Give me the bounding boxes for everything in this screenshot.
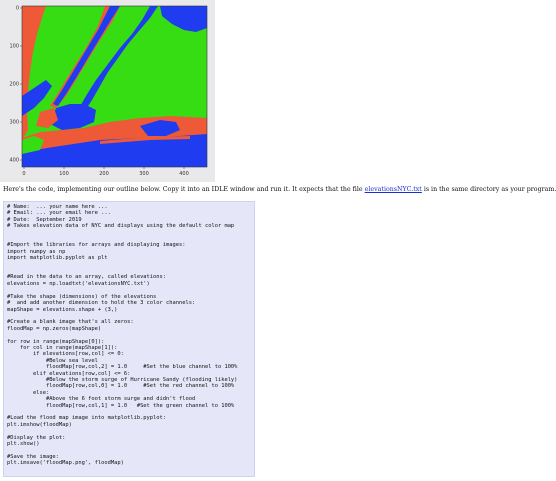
code-line: # Date: September 2019	[7, 216, 82, 223]
y-tick-label: 100	[9, 43, 19, 50]
x-tick-label: 400	[179, 171, 189, 177]
x-axis-ticks	[22, 167, 188, 177]
code-line: plt.imsave('floodMap.png', floodMap)	[7, 460, 124, 467]
code-line: # Takes elevation data of NYC and displays using the default color map	[7, 223, 235, 230]
code-line: #Load the flood map image into matplotlib.pyplot:	[7, 415, 167, 422]
y-axis-ticks	[9, 6, 22, 164]
code-line: floodMap = np.zeros(mapShape)	[7, 325, 102, 332]
flood-map-figure	[0, 0, 215, 182]
x-tick-label: 100	[59, 171, 69, 177]
code-line: floodMap[row,col,0] = 1.0 #Set the red channel to 100%	[7, 383, 235, 390]
code-line: #Import the libraries for arrays and displaying images:	[7, 242, 186, 249]
code-line: #Below the storm surge of Hurricane Sandy (flooding likely)	[7, 376, 238, 383]
code-line: elevations = np.loadtxt('elevationsNYC.txt')	[7, 280, 150, 287]
x-tick-label: 300	[139, 171, 149, 177]
code-line: # Email: ... your email here ...	[7, 210, 111, 217]
code-line: mapShape = elevations.shape + (3,)	[7, 306, 118, 313]
x-tick-label: 0	[22, 171, 26, 177]
code-line: #Take the shape (dimensions) of the elevations	[7, 293, 157, 300]
code-line: plt.show()	[7, 441, 40, 448]
instructions-text	[3, 186, 556, 194]
x-tick-label: 200	[99, 171, 109, 177]
code-line: else:	[7, 389, 50, 396]
code-line: floodMap[row,col,2] = 1.0 #Set the blue channel to 100%	[7, 364, 238, 371]
code-line: plt.imshow(floodMap)	[7, 421, 72, 428]
code-line: #Display the plot:	[7, 434, 66, 441]
code-line: import numpy as np	[7, 248, 66, 255]
code-line: #Save the image:	[7, 453, 59, 460]
code-line: import matplotlib.pyplot as plt	[7, 255, 108, 262]
caption-after: is in the same directory as your program.	[421, 186, 556, 193]
code-line: # Name: ... your name here ...	[7, 204, 108, 210]
y-tick-label: 300	[9, 119, 19, 126]
python-code	[4, 202, 254, 469]
code-line: # and add another dimension to hold the 3 color channels:	[7, 300, 196, 307]
y-tick-label: 200	[9, 81, 19, 88]
y-tick-label: 0	[15, 5, 19, 12]
code-line: #Read in the data to an array, called elevations:	[7, 274, 167, 281]
code-line: floodMap[row,col,1] = 1.0 #Set the green channel to 100%	[7, 402, 235, 409]
caption-before: Here's the code, implementing our outline below. Copy it into an IDLE window and run it. It expects that the file	[3, 186, 365, 193]
code-line: #Above the 6 foot storm surge and didn't flood	[7, 396, 196, 403]
code-line: elif elevations[row,col] <= 6:	[7, 370, 131, 377]
code-line: for col in range(mapShape[1]):	[7, 344, 118, 351]
code-block	[3, 201, 255, 477]
flood-map-plot	[0, 0, 215, 182]
code-line: for row in range(mapShape[0]):	[7, 338, 105, 345]
elevations-file-link[interactable]: elevationsNYC.txt	[364, 186, 422, 193]
code-line: #Below sea level	[7, 357, 98, 364]
code-line: #Create a blank image that's all zeros:	[7, 319, 134, 326]
code-line: if elevations[row,col] <= 0:	[7, 351, 124, 358]
y-tick-label: 400	[9, 157, 19, 164]
